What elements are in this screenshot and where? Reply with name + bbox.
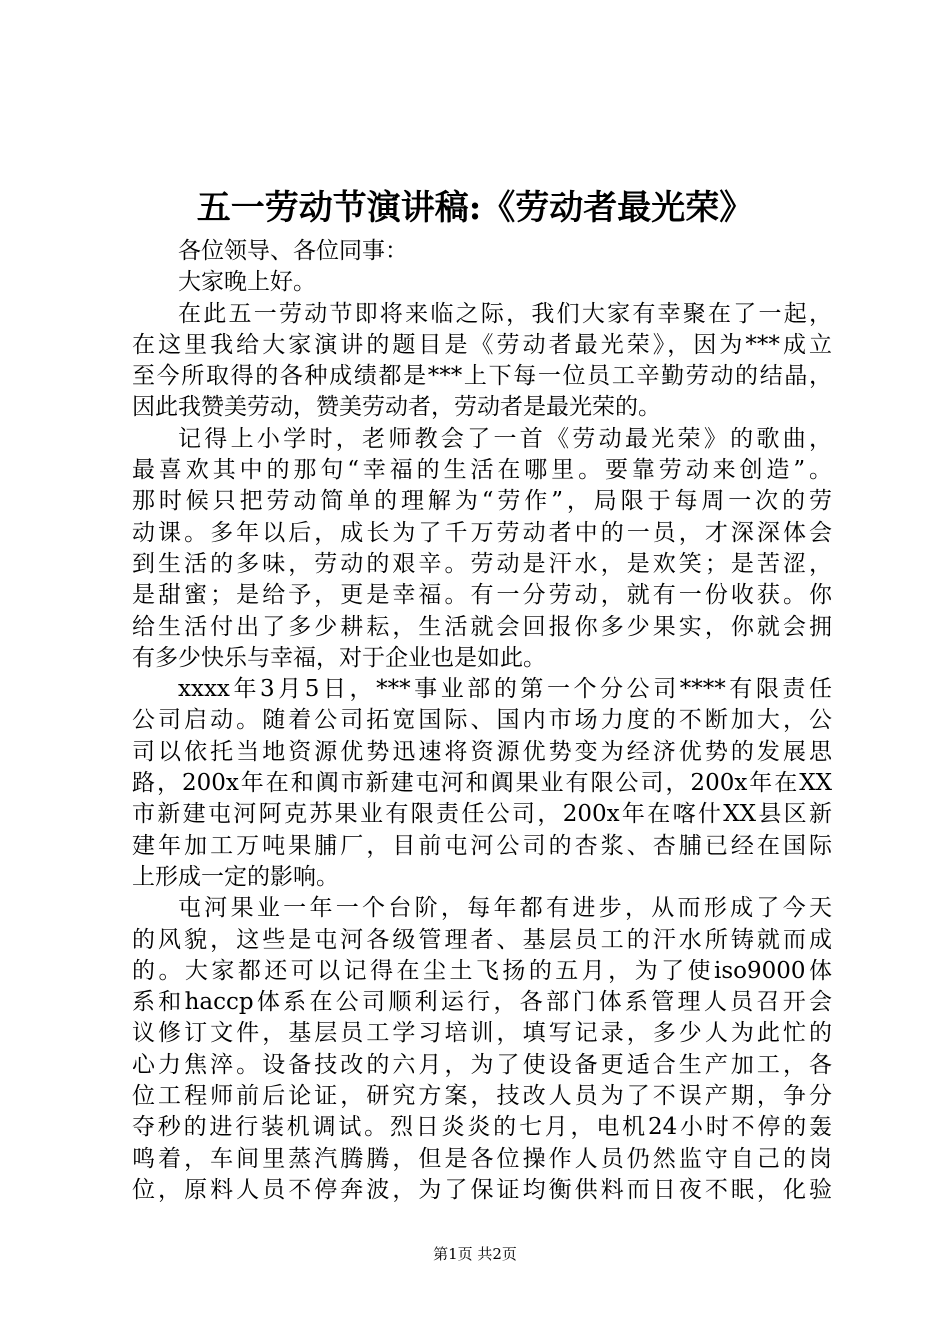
text-line: 位，原料人员不停奔波，为了保证均衡供料而日夜不眠，化验 xyxy=(132,1176,832,1203)
text-line: 至今所取得的各种成绩都是***上下每一位员工辛勤劳动的结晶， xyxy=(132,363,832,390)
paragraph xyxy=(132,674,832,893)
text-line: 在此五一劳动节即将来临之际，我们大家有幸聚在了一起， xyxy=(178,300,832,327)
text-line: 路，200x年在和阗市新建屯河和阗果业有限公司，200x年在XX xyxy=(132,770,832,797)
text-line: 司以依托当地资源优势迅速将资源优势变为经济优势的发展思 xyxy=(132,738,832,765)
text-line: 议修订文件，基层员工学习培训，填写记录，多少人为此忙的 xyxy=(132,1020,832,1047)
text-line: 是甜蜜；是给予，更是幸福。有一分劳动，就有一份收获。你 xyxy=(132,582,832,609)
document-title: 五一劳动节演讲稿:《劳动者最光荣》 xyxy=(196,188,754,228)
text-line: 系和haccp体系在公司顺利运行，各部门体系管理人员召开会 xyxy=(132,989,832,1016)
text-line: 大家晚上好。 xyxy=(178,269,316,296)
text-line: 最喜欢其中的那句“幸福的生活在哪里。要靠劳动来创造”。 xyxy=(132,457,832,484)
text-line: 的。大家都还可以记得在尘土飞扬的五月，为了使iso9000体 xyxy=(132,957,832,984)
text-line: 有多少快乐与幸福，对于企业也是如此。 xyxy=(132,644,546,671)
text-line: 因此我赞美劳动，赞美劳动者，劳动者是最光荣的。 xyxy=(132,394,661,421)
text-line: 屯河果业一年一个台阶，每年都有进步，从而形成了今天 xyxy=(178,895,832,922)
paragraph xyxy=(132,893,832,1206)
paragraph xyxy=(132,424,832,674)
paragraph xyxy=(132,299,832,424)
text-line: 那时候只把劳动简单的理解为“劳作”，局限于每周一次的劳 xyxy=(132,488,832,515)
text-line: 位工程师前后论证，研究方案，技改人员为了不误产期，争分 xyxy=(132,1083,832,1110)
text-line: 公司启动。随着公司拓宽国际、国内市场力度的不断加大，公 xyxy=(132,707,832,734)
text-line: 记得上小学时，老师教会了一首《劳动最光荣》的歌曲， xyxy=(178,425,832,452)
text-line: 给生活付出了多少耕耘，生活就会回报你多少果实，你就会拥 xyxy=(132,613,832,640)
text-line: 鸣着，车间里蒸汽腾腾，但是各位操作人员仍然监守自己的岗 xyxy=(132,1145,832,1172)
text-line: 到生活的多味，劳动的艰辛。劳动是汗水，是欢笑；是苦涩， xyxy=(132,550,832,577)
text-line: 建年加工万吨果脯厂，目前屯河公司的杏浆、杏脯已经在国际 xyxy=(132,832,832,859)
text-line: 动课。多年以后，成长为了千万劳动者中的一员，才深深体会 xyxy=(132,519,832,546)
text-line: xxxx年3月5日，***事业部的第一个分公司****有限责任 xyxy=(178,676,832,703)
text-line: 各位领导、各位同事： xyxy=(178,238,408,264)
page-footer: 第1页 共2页 xyxy=(433,1245,517,1263)
document-body xyxy=(132,236,832,1206)
text-line: 夺秒的进行装机调试。烈日炎炎的七月，电机24小时不停的轰 xyxy=(132,1114,832,1141)
paragraph-greeting xyxy=(132,267,832,298)
paragraph-salutation xyxy=(132,236,832,267)
text-line: 在这里我给大家演讲的题目是《劳动者最光荣》，因为***成立 xyxy=(132,331,832,358)
text-line: 心力焦淬。设备技改的六月，为了使设备更适合生产加工，各 xyxy=(132,1051,832,1078)
text-line: 的风貌，这些是屯河各级管理者、基层员工的汗水所铸就而成 xyxy=(132,926,832,953)
text-line: 上形成一定的影响。 xyxy=(132,863,339,890)
text-line: 市新建屯河阿克苏果业有限责任公司，200x年在喀什XX县区新 xyxy=(132,801,832,828)
